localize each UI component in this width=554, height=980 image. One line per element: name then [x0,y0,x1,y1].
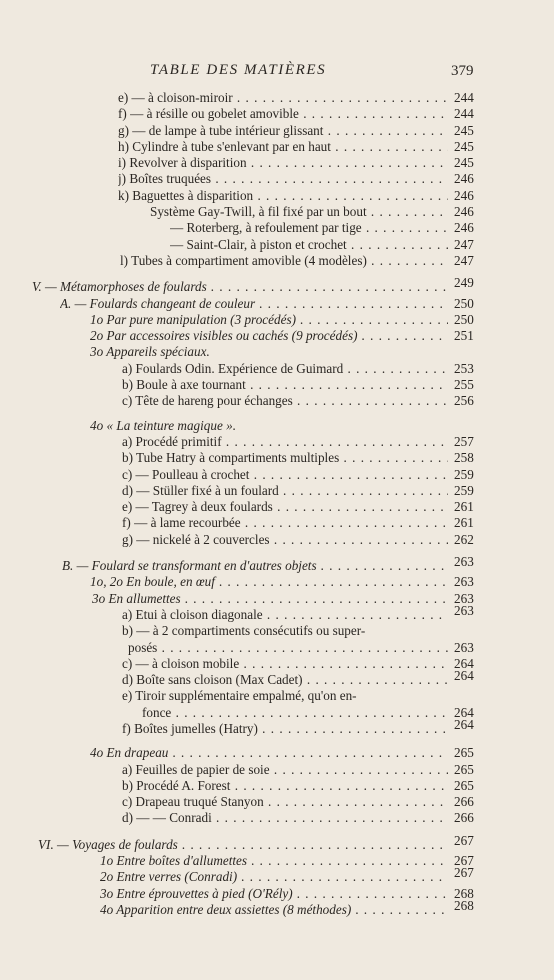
toc-entry-text: posés . . . [128,640,448,656]
toc-page-number: 265 [454,761,474,777]
toc-entry [0,483,554,499]
toc-page-number: 261 [454,515,474,531]
toc-entry-text: d) — — Conradi . . . [122,810,448,826]
toc-entry-text: 2o Entre verres (Conradi) . . . [100,869,448,885]
toc-entry [0,434,554,450]
toc-page-number: 264 [454,704,474,720]
running-title: TABLE DES MATIÈRES [150,62,327,78]
toc-entry [0,467,554,483]
toc-entry-text: 1o Par pure manipulation (3 procédés) . . . [90,312,448,328]
toc-entry [0,499,554,515]
toc-entry-text: g) — nickelé à 2 couvercles . . . [122,532,448,548]
toc-page-number: 261 [454,499,474,515]
toc-entry [0,90,554,106]
toc-entry [0,393,554,409]
toc-entry-text: 3o Entre éprouvettes à pied (O'Rély) . . . [100,886,448,902]
toc-entry-text: fonce . . . [142,705,448,721]
toc-entry [0,328,554,344]
toc-entry-text: A. — Foulards changeant de couleur . . . [60,296,448,312]
toc-entry-text: c) Tête de hareng pour échanges . . . [122,393,448,409]
toc-subsection-heading [0,554,554,574]
toc-page-number: 246 [454,204,474,220]
toc-entry-text: 4o Apparition entre deux assiettes (8 méthodes) . . . [100,902,448,918]
toc-page-number: 268 [454,885,474,901]
toc-entry-text: VI. — Voyages de foulards . . . [38,837,448,853]
toc-entry [0,312,554,328]
toc-entry-text: e) — Tagrey à deux foulards . . . [122,499,448,515]
toc-entry-text: V. — Métamorphoses de foulards . . . [32,279,448,295]
toc-page-number: 265 [454,745,474,761]
toc-entry [0,253,554,269]
toc-entry [0,602,554,623]
toc-entry-text: i) Revolver à disparition . . . [118,155,448,171]
toc-entry [0,810,554,826]
toc-page-number: 247 [454,252,474,268]
toc-page-number: 258 [454,450,474,466]
toc-entry [0,574,554,590]
toc-page-number: 250 [454,311,474,327]
toc-entry [0,237,554,253]
toc-page-number: 245 [454,122,474,138]
toc-page-number: 246 [454,220,474,236]
toc-page-number: 266 [454,794,474,810]
toc-page-number: 263 [454,554,474,570]
toc-page-number: 246 [454,171,474,187]
toc-page-number: 267 [454,853,474,869]
toc-entry-text: h) Cylindre à tube s'enlevant par en haut . . . [118,139,448,155]
toc-entry [0,450,554,466]
running-head [0,62,554,86]
toc-page-number: 245 [454,138,474,154]
toc-entry [0,762,554,778]
toc-page-number: 267 [454,865,474,881]
toc-page-number: 264 [454,668,474,684]
toc-entry [0,640,554,656]
toc-entry [0,188,554,204]
toc-page-number: 244 [454,106,474,122]
toc-page-number: 259 [454,466,474,482]
toc-page-number: 246 [454,187,474,203]
toc-entry-text: k) Baguettes à disparition . . . [118,188,448,204]
toc-entry [0,344,554,360]
toc-entry-text: e) Tiroir supplémentaire empalmé, qu'on en- [122,688,357,704]
toc-page-number: 264 [454,655,474,671]
toc-entry [0,155,554,171]
toc-entry [0,106,554,122]
toc-entry-text: b) Tube Hatry à compartiments multiples . . . [122,450,448,466]
toc-entry [0,361,554,377]
table-of-contents [0,90,554,918]
toc-page-number: 267 [454,832,474,848]
toc-entry-text: j) Boîtes truquées . . . [118,171,448,187]
toc-entry-text: l) Tubes à compartiment amovible (4 modèles) . . . [120,253,448,269]
toc-entry [0,171,554,187]
toc-entry [0,515,554,531]
toc-entry [0,139,554,155]
toc-entry [0,296,554,312]
toc-entry [0,623,554,639]
toc-page-number: 266 [454,810,474,826]
toc-page-number: 263 [454,602,474,618]
toc-entry-text: a) Foulards Odin. Expérience de Guimard . . . [122,361,448,377]
toc-section-heading [0,832,554,853]
toc-entry-text: 2o Par accessoires visibles ou cachés (9 procédés) . . . [90,328,448,344]
toc-entry-text: f) — à résille ou gobelet amovible . . . [118,106,448,122]
toc-page-number: 251 [454,328,474,344]
toc-page-number: 255 [454,377,474,393]
toc-page-number: 249 [454,275,474,291]
toc-page-number: 263 [454,639,474,655]
toc-entry-text: a) Feuilles de papier de soie . . . [122,762,448,778]
toc-entry [0,794,554,810]
toc-entry-text: 1o Entre boîtes d'allumettes . . . [100,853,448,869]
toc-entry-text: g) — de lampe à tube intérieur glissant . . . [118,123,448,139]
toc-entry-text: f) — à lame recourbée . . . [122,515,448,531]
toc-entry-text: c) Drapeau truqué Stanyon . . . [122,794,448,810]
toc-entry-text: Système Gay-Twill, à fil fixé par un bout . . . [150,204,448,220]
toc-page-number: 257 [454,433,474,449]
toc-entry-text: e) — à cloison-miroir . . . [118,90,448,106]
toc-entry-text: b) — à 2 compartiments consécutifs ou super- [122,623,366,639]
toc-page-number: 250 [454,295,474,311]
toc-entry-text: a) Procédé primitif . . . [122,434,448,450]
toc-entry-text: c) — Poulleau à crochet . . . [122,467,448,483]
toc-entry [0,377,554,393]
toc-entry-text: 3o Appareils spéciaux. [90,344,210,360]
toc-entry [0,897,554,918]
toc-entry [0,688,554,704]
toc-entry [0,123,554,139]
toc-entry [0,668,554,688]
toc-page-number: 253 [454,360,474,376]
toc-page-number: 262 [454,531,474,547]
toc-page-number: 244 [454,90,474,105]
toc-entry [0,220,554,236]
toc-entry-text: 1o, 2o En boule, en œuf . . . [90,574,448,590]
toc-entry-text: d) — Stüller fixé à un foulard . . . [122,483,448,499]
toc-entry [0,745,554,761]
toc-entry-text: a) Etui à cloison diagonale . . . [122,607,448,623]
toc-entry [0,532,554,548]
toc-entry-text: — Saint-Clair, à piston et crochet . . . [170,237,448,253]
toc-entry [0,778,554,794]
toc-entry-text: 3o En allumettes . . . [92,591,448,607]
toc-page-number: 263 [454,574,474,590]
toc-entry-text: b) Procédé A. Forest . . . [122,778,448,794]
toc-page-number: 268 [454,897,474,913]
toc-page-number: 245 [454,155,474,171]
toc-entry [0,204,554,220]
toc-page-number: 259 [454,482,474,498]
toc-section-heading [0,275,554,295]
page-number: 379 [451,63,474,79]
toc-entry-text: 4o « La teinture magique ». [90,417,237,433]
toc-entry-text: b) Boule à axe tournant . . . [122,377,448,393]
toc-page-number: 247 [454,236,474,252]
toc-page-number: 264 [454,716,474,732]
toc-entry-text: B. — Foulard se transformant en d'autres objets . . . [62,558,448,574]
toc-entry-text: d) Boîte sans cloison (Max Cadet) . . . [122,672,448,688]
toc-entry [0,418,554,434]
toc-page-number: 265 [454,777,474,793]
toc-entry-text: — Roterberg, à refoulement par tige . . . [170,220,448,236]
toc-entry [0,716,554,737]
toc-entry [0,865,554,885]
toc-entry-text: f) Boîtes jumelles (Hatry) . . . [122,721,448,737]
toc-page-number: 256 [454,393,474,409]
toc-entry-text: 4o En drapeau . . . [90,745,448,761]
toc-page-number: 263 [454,590,474,606]
toc-entry-text: c) — à cloison mobile . . . [122,656,448,672]
